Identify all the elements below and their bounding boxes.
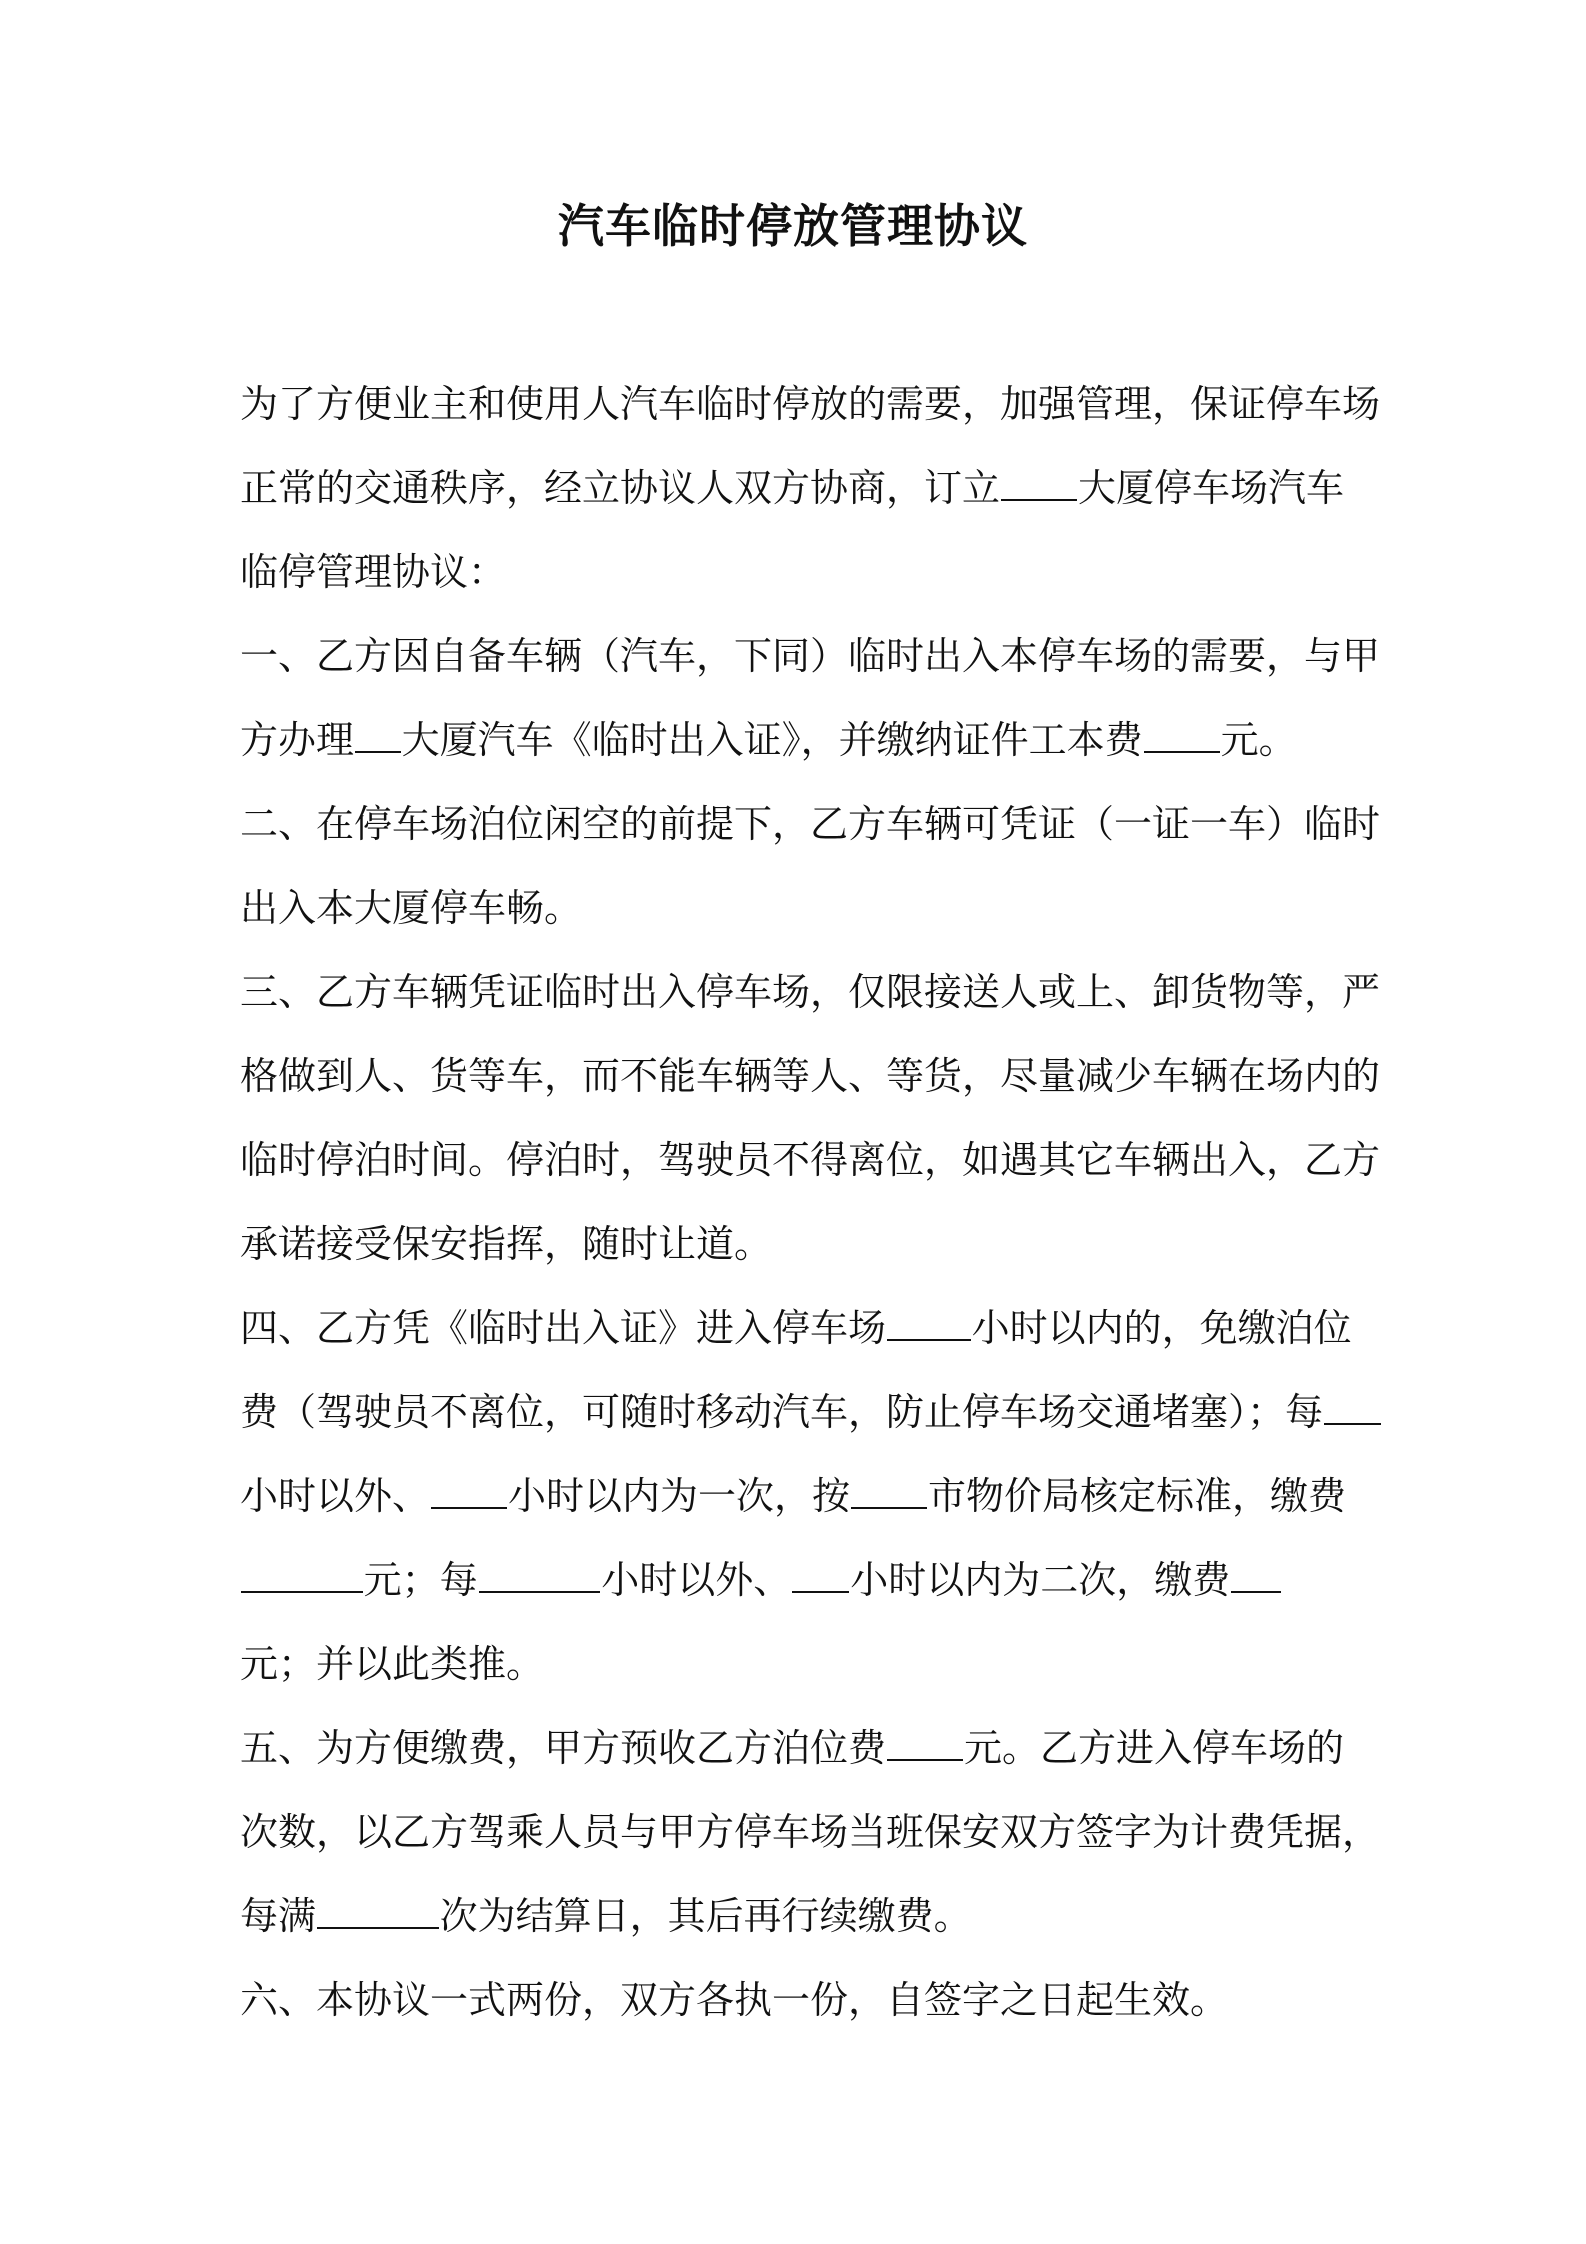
line-text: 三、乙方车辆凭证临时出入停车场，仅限接送人或上、卸货物等，严 — [240, 970, 1381, 1014]
fill-in-blank — [1324, 1389, 1381, 1425]
line-text: 小时以外、 — [601, 1558, 792, 1602]
fill-in-blank — [792, 1557, 849, 1593]
text-line — [240, 530, 1348, 614]
line-text: 元。乙方进入停车场的 — [964, 1726, 1345, 1770]
line-text: 大厦汽车《临时出入证》，并缴纳证件工本费 — [401, 718, 1143, 762]
text-line — [240, 782, 1381, 866]
fill-in-blank — [241, 1557, 363, 1593]
text-line — [240, 1118, 1381, 1202]
text-line — [240, 1958, 1348, 2042]
text-line — [240, 698, 1348, 782]
line-text: 出入本大厦停车畅。 — [240, 886, 583, 930]
line-text: 元；每 — [363, 1558, 478, 1602]
line-text: 小时以内的，免缴泊位 — [971, 1306, 1352, 1350]
line-text: 临时停泊时间。停泊时，驾驶员不得离位，如遇其它车辆出入，乙方 — [240, 1138, 1381, 1182]
text-line — [240, 1706, 1348, 1790]
line-text: 四、乙方凭《临时出入证》进入停车场 — [240, 1306, 887, 1350]
line-text: 六、本协议一式两份，双方各执一份，自签字之日起生效。 — [240, 1978, 1229, 2022]
line-text: 为了方便业主和使用人汽车临时停放的需要，加强管理，保证停车场 — [240, 382, 1381, 426]
line-text: 小时以内为二次，缴费 — [850, 1558, 1231, 1602]
line-text: 次为结算日，其后再行续缴费。 — [439, 1894, 972, 1938]
line-text: 元；并以此类推。 — [240, 1642, 545, 1686]
fill-in-blank — [1144, 717, 1220, 753]
line-text: 方办理 — [240, 718, 355, 762]
fill-in-blank — [317, 1893, 439, 1929]
line-text: 每满 — [240, 1894, 317, 1938]
fill-in-blank — [1001, 465, 1077, 501]
text-line — [240, 1874, 1348, 1958]
line-text: 二、在停车场泊位闲空的前提下，乙方车辆可凭证（一证一车）临时 — [240, 802, 1381, 846]
line-text: 小时以内为一次，按 — [508, 1474, 851, 1518]
document-title: 汽车临时停放管理协议 — [558, 199, 1028, 253]
line-text: 费（驾驶员不离位，可随时移动汽车，防止停车场交通堵塞）；每 — [240, 1390, 1324, 1434]
line-text: 大厦停车场汽车 — [1078, 466, 1345, 510]
line-text: 五、为方便缴费，甲方预收乙方泊位费 — [240, 1726, 887, 1770]
line-text: 小时以外、 — [240, 1474, 431, 1518]
fill-in-blank — [431, 1473, 507, 1509]
text-line — [240, 1790, 1381, 1874]
text-line — [240, 1370, 1348, 1454]
fill-in-blank — [851, 1473, 927, 1509]
text-line — [240, 950, 1381, 1034]
text-line — [240, 1034, 1381, 1118]
text-line — [240, 1454, 1348, 1538]
line-text: 一、乙方因自备车辆（汽车，下同）临时出入本停车场的需要，与甲 — [240, 634, 1381, 678]
line-text: 承诺接受保安指挥，随时让道。 — [240, 1222, 773, 1266]
fill-in-blank — [1231, 1557, 1280, 1593]
document-body — [240, 362, 1381, 2042]
text-line — [240, 1622, 1348, 1706]
text-line — [240, 1538, 1348, 1622]
fill-in-blank — [887, 1725, 963, 1761]
line-text: 市物价局核定标准，缴费 — [928, 1474, 1347, 1518]
fill-in-blank — [887, 1305, 971, 1341]
line-text: 元。 — [1220, 718, 1297, 762]
line-text: 正常的交通秩序，经立协议人双方协商，订立 — [240, 466, 1001, 510]
text-line — [240, 362, 1381, 446]
text-line — [240, 1286, 1352, 1370]
text-line — [240, 446, 1348, 530]
fill-in-blank — [479, 1557, 601, 1593]
text-line — [240, 1202, 1348, 1286]
line-text: 临停管理协议： — [240, 550, 507, 594]
line-text: 次数，以乙方驾乘人员与甲方停车场当班保安双方签字为计费凭据， — [240, 1810, 1381, 1854]
text-line — [240, 614, 1381, 698]
line-text: 格做到人、货等车，而不能车辆等人、等货，尽量减少车辆在场内的 — [240, 1054, 1381, 1098]
fill-in-blank — [355, 717, 401, 753]
text-line — [240, 866, 1348, 950]
